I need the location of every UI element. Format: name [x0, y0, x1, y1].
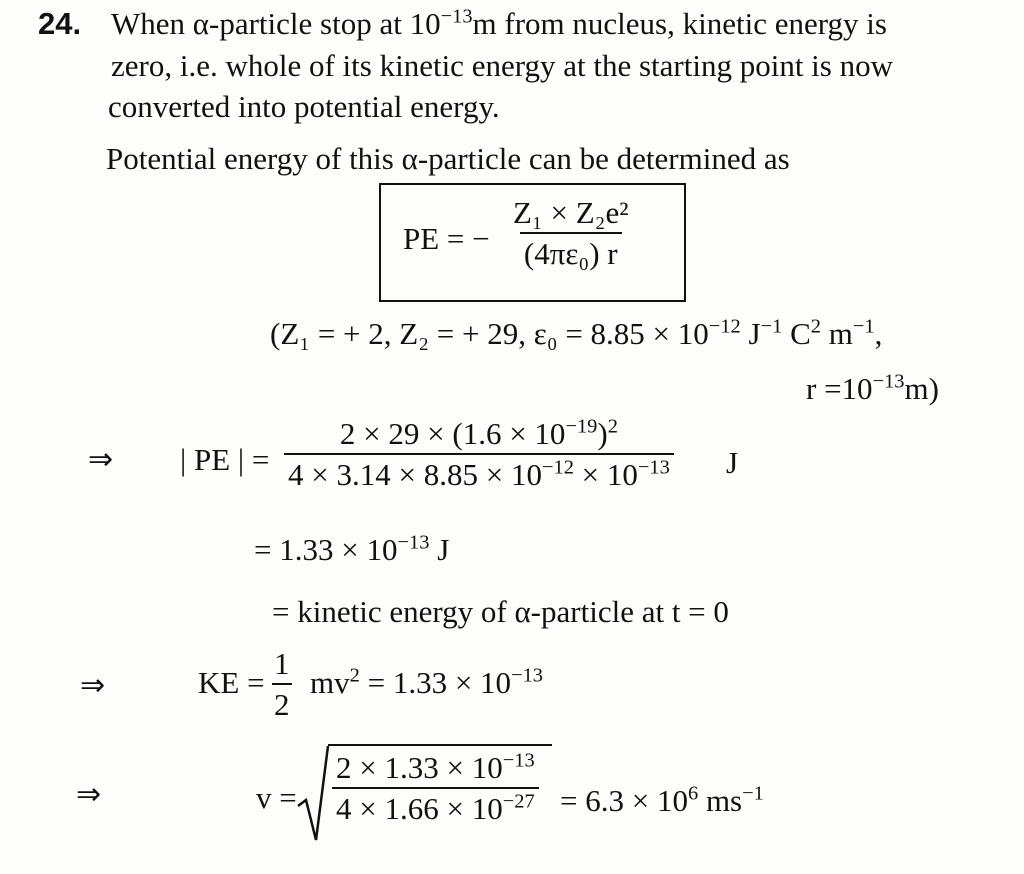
- v-result: = $6.3 \times 10^6$ $ms^{-1}$: [560, 782, 764, 818]
- given-line-2: $r =10^{-13}m$): [806, 370, 939, 406]
- v-lhs: v =: [256, 780, 297, 815]
- v-fraction-numerator: $2 \times 1.33 \times 10^{-13}$: [336, 749, 535, 785]
- ke-equivalence: = kinetic energy of α-particle at t = 0: [272, 594, 729, 629]
- intro-line-3: converted into potential energy.: [108, 89, 500, 124]
- boxed-formula-numerator: Z₁ × Z₂e²: [513, 195, 629, 230]
- pe-fraction-numerator: $2 \times 29 \times (1.6 \times 10^{-19})^2$: [339, 415, 618, 451]
- sqrt-vinculum: [328, 744, 552, 746]
- boxed-formula: [379, 183, 686, 302]
- implies-arrow-2: ⇒: [80, 668, 106, 703]
- boxed-formula-fraction: [509, 197, 633, 269]
- ke-lhs: KE =: [198, 665, 265, 700]
- boxed-formula-lhs: PE = −: [403, 221, 490, 256]
- implies-arrow-1: ⇒: [88, 442, 114, 477]
- pe-fraction: [284, 415, 674, 492]
- ke-half-fraction: [272, 648, 292, 720]
- pe-unit: J: [726, 445, 739, 480]
- pe-sentence: Potential energy of this α-particle can be determined as: [106, 141, 790, 176]
- sqrt-symbol-icon: [296, 744, 330, 844]
- pe-abs-lhs: | PE | =: [180, 442, 270, 477]
- v-fraction-denominator: $4 \times 1.66 \times 10^{-27}$: [332, 787, 539, 824]
- intro-line-2: zero, i.e. whole of its kinetic energy at the starting point is now: [111, 48, 893, 83]
- boxed-formula-denominator: (4πε₀) r: [520, 232, 622, 269]
- intro-line-1: When α-particle stop at $10^{-13}m$ from nucleus, kinetic energy is: [111, 5, 887, 41]
- question-number: 24.: [38, 6, 82, 41]
- ke-half-numerator: 1: [274, 646, 290, 681]
- pe-result: = $1.33 \times 10^{-13}$ J: [254, 531, 450, 567]
- given-line-1: (Z₁ = + 2, Z₂ = + 29, $\varepsilon_0 = 8.85 \times 10^{-12}$ $J^{-1}$ $C^2$ $m^{-1}$,: [270, 315, 883, 351]
- ke-half-denominator: 2: [272, 683, 292, 720]
- pe-fraction-denominator: $4 \times 3.14 \times 8.85 \times 10^{-12} \times 10^{-13}$: [284, 453, 674, 490]
- ke-rhs: $mv^2 = 1.33 \times 10^{-13}$: [310, 664, 544, 700]
- implies-arrow-3: ⇒: [76, 777, 102, 812]
- v-fraction: [332, 749, 539, 826]
